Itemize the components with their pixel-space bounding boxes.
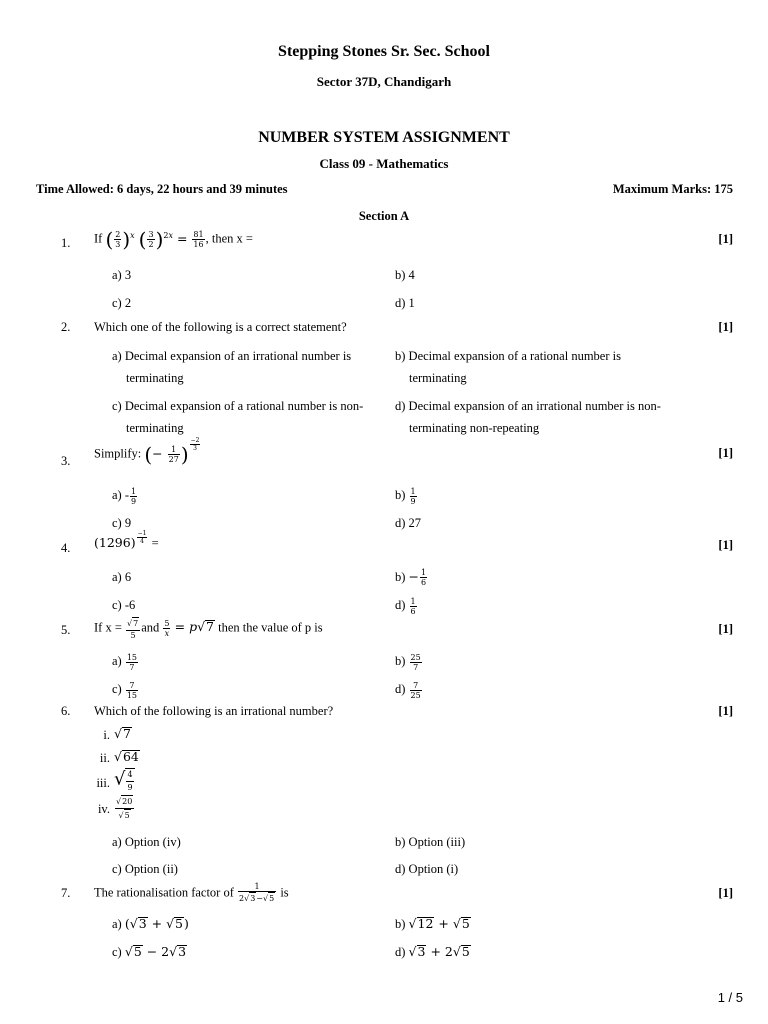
option-c: c) -6 (112, 598, 136, 612)
question-number: 2. (61, 320, 71, 334)
question-marks: [1] (718, 538, 733, 552)
question-text: If ( $\frac{2}{3}$ )$^x$ ( $\frac{3}{2}$ )$^{2x}$ = $\frac{81}{16}$ , then x = (94, 227, 253, 251)
roman-numeral: i. (103, 728, 110, 742)
question-marks: [1] (718, 704, 733, 718)
option-a: a) Option (iv) (112, 835, 181, 849)
question-text: (1296) $^{\frac{-1}{4}}$ = (94, 529, 159, 551)
option-c: c) √5 − 2√3 (112, 944, 187, 959)
question-marks: [1] (718, 320, 733, 334)
option-c: c) 2 (112, 296, 132, 310)
option-a: a) (√3 + √5) (112, 916, 189, 931)
option-c: c) 9 (112, 516, 132, 530)
option-d: d) 27 (395, 516, 422, 530)
option-c: c) $\frac{7}{15}$ (112, 680, 138, 700)
question-text: If x = $\frac{√7}{5}$ and $\frac{5}{x}$ = p√7 then the value of p is (94, 619, 323, 640)
option-b: b) √12 + √5 (395, 916, 470, 931)
option-b: b) − $\frac{1}{6}$ (395, 568, 427, 587)
question-number: 3. (61, 454, 71, 468)
math-expression: √ $\frac{4}{9}$ (114, 768, 133, 792)
roman-numeral: iv. (97, 802, 110, 816)
question-number: 1. (61, 236, 71, 250)
option-d: d) √3 + 2√5 (395, 944, 470, 959)
question-number: 5. (61, 623, 71, 637)
question-text: Which one of the following is a correct statement? (94, 320, 347, 334)
option-b: b) Option (iii) (395, 835, 466, 849)
option-d: d) $\frac{1}{6}$ (395, 596, 416, 616)
math-expression: $\frac{√20}{√5}$ (116, 797, 133, 820)
option-a: a) 3 (112, 268, 132, 282)
option-d: d) $\frac{7}{25}$ (395, 680, 421, 700)
question-marks: [1] (718, 232, 733, 246)
roman-numeral: iii. (96, 776, 110, 790)
question-number: 4. (61, 541, 71, 555)
option-d: d) Decimal expansion of an irrational number is non-terminating non-repeating (395, 399, 661, 435)
option-a: a) - $\frac{1}{9}$ (112, 486, 137, 506)
option-a: a) Decimal expansion of an irrational number is terminating (112, 349, 352, 385)
option-b: b) 4 (395, 268, 415, 282)
roman-numeral: ii. (99, 751, 110, 765)
option-c: c) Option (ii) (112, 862, 178, 876)
max-marks: Maximum Marks: 175 (612, 182, 733, 196)
school-name: Stepping Stones Sr. Sec. School (278, 43, 490, 60)
question-text: Which of the following is an irrational number? (94, 704, 334, 718)
section-heading: Section A (358, 209, 410, 223)
math-expression: √64 (114, 749, 139, 764)
question-text: Simplify: (− $\frac{1}{27}$ ) $^{\frac{-2}{3}}$ (94, 436, 200, 466)
question-marks: [1] (718, 446, 733, 460)
question-text: The rationalisation factor of $\frac{1}{2√3-√5}$ is (94, 882, 289, 903)
option-b: b) $\frac{25}{7}$ (395, 652, 421, 672)
question-number: 7. (61, 886, 71, 900)
math-expression: ( $\frac{2}{3}$ )$^x$ ( $\frac{3}{2}$ )$^{2x}$ = $\frac{81}{16}$ (105, 227, 204, 251)
math-expression: (− $\frac{1}{27}$ ) $^{\frac{-2}{3}}$ (144, 436, 200, 466)
question-number: 6. (61, 704, 71, 718)
page-number: 1 / 5 (717, 990, 743, 1005)
option-d: d) Option (i) (395, 862, 459, 876)
question-marks: [1] (718, 886, 733, 900)
class-subject: Class 09 - Mathematics (319, 156, 449, 171)
math-expression: √7 (114, 726, 131, 741)
assignment-title: NUMBER SYSTEM ASSIGNMENT (258, 129, 510, 146)
option-a: a) 6 (112, 570, 132, 584)
question-marks: [1] (718, 622, 733, 636)
school-address: Sector 37D, Chandigarh (316, 74, 452, 89)
option-d: d) 1 (395, 296, 415, 310)
option-b: b) $\frac{1}{9}$ (395, 486, 416, 506)
option-c: c) Decimal expansion of a rational number is non-terminating (112, 399, 364, 435)
option-b: b) Decimal expansion of a rational number is terminating (395, 349, 621, 385)
option-a: a) $\frac{15}{7}$ (112, 652, 138, 672)
time-allowed: Time Allowed: 6 days, 22 hours and 39 minutes (36, 182, 288, 196)
